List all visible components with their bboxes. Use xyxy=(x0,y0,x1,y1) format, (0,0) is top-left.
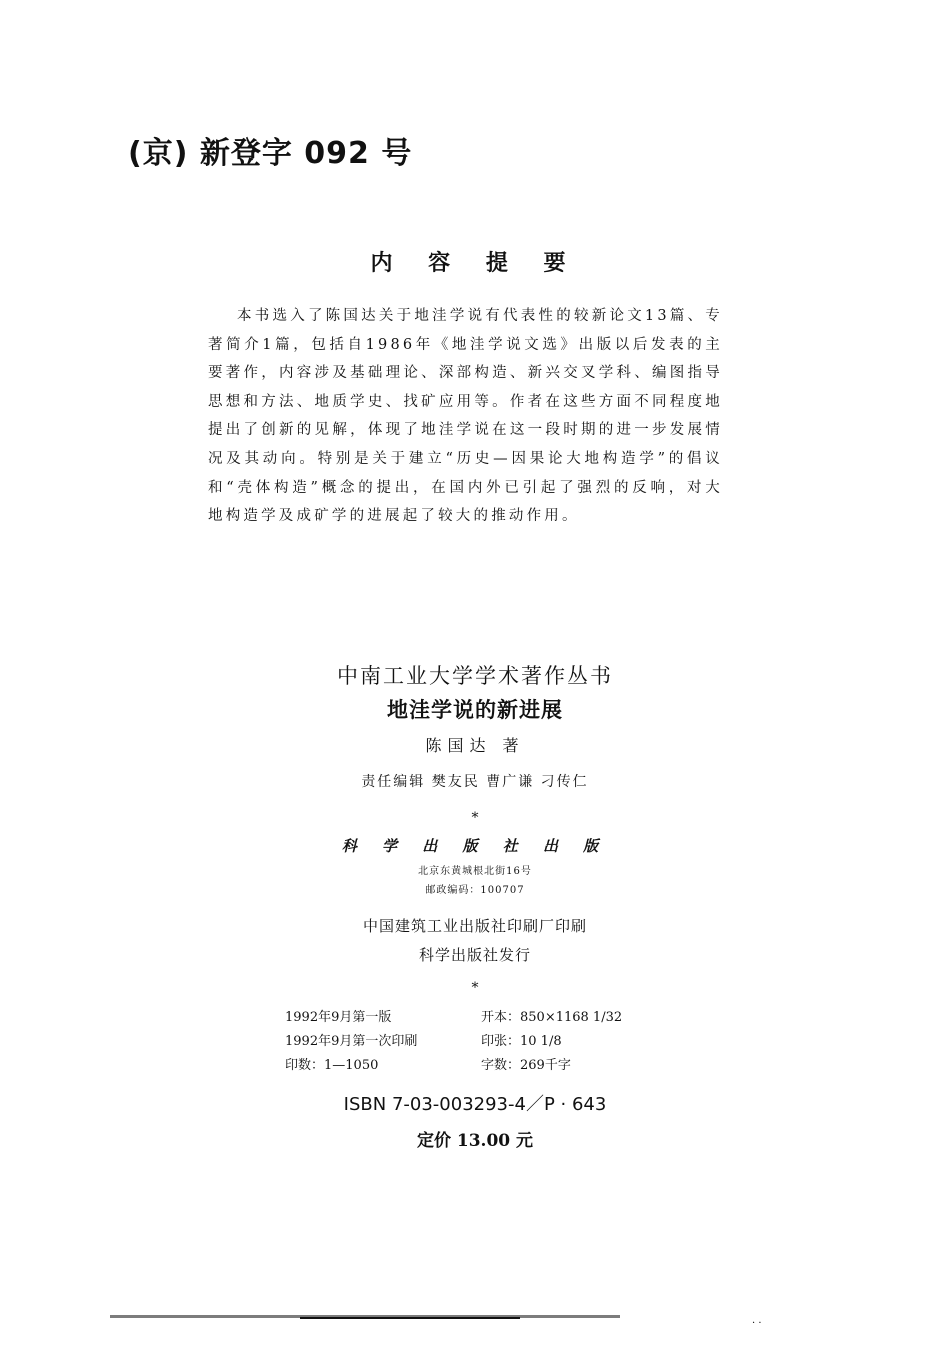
format-info: 开本：850×1168 1/32 xyxy=(481,1010,623,1025)
publisher-line: 科 学 出 版 社 出 版 xyxy=(341,837,609,855)
edition-info: 1992年9月第一版 xyxy=(285,1010,392,1025)
price-line: 定价 13.00 元 xyxy=(416,1131,534,1151)
registration-number: (京) 新登字 092 号 xyxy=(128,136,413,171)
separator-star: * xyxy=(471,980,479,996)
printer-line: 中国建筑工业出版社印刷厂印刷 xyxy=(362,917,587,935)
abstract-body: 本书选入了陈国达关于地洼学说有代表性的较新论文13篇、专著简介1篇，包括自1986年《地洼学说文选》出版以后发表的主要著作，内容涉及基础理论、深部构造、新兴交叉学科、编图指导思想和方法、地质学史、找矿应用等。作者在这些方面不同程度地提出了创新的见解，体现了地洼学说在这一段时期的进一步发展情况及其动向。特别是关于建立“历史—因果论大地构造学”的倡议和“壳体构造”概念的提出，在国内外已引起了强烈的反响，对大地构造学及成矿学的进展起了较大的推动作用。 xyxy=(208,308,723,525)
spec-row xyxy=(285,1006,622,1030)
distributor-line: 科学出版社发行 xyxy=(418,946,531,964)
print-run-info: 印数：1—1050 xyxy=(285,1058,379,1073)
isbn-line: ISBN 7-03-003293-4／P · 643 xyxy=(343,1094,607,1115)
separator-star: * xyxy=(471,810,479,826)
editors-line: 责任编辑 樊友民 曹广谦 刁传仁 xyxy=(361,774,589,790)
publication-specs xyxy=(285,1006,622,1078)
scan-artifact-line xyxy=(300,1317,520,1319)
book-title: 地洼学说的新进展 xyxy=(387,698,563,722)
spec-row xyxy=(285,1054,622,1078)
abstract-heading: 内 容 提 要 xyxy=(370,251,580,276)
word-count-info: 字数：269千字 xyxy=(481,1058,571,1073)
scan-artifact-dots: · · xyxy=(752,1318,762,1329)
publisher-postcode: 邮政编码：100707 xyxy=(425,885,525,896)
publisher-address: 北京东黄城根北街16号 xyxy=(418,866,532,877)
series-title: 中南工业大学学术著作丛书 xyxy=(337,664,613,688)
sheets-info: 印张：10 1/8 xyxy=(481,1034,562,1049)
spec-row xyxy=(285,1030,622,1054)
printing-info: 1992年9月第一次印刷 xyxy=(285,1034,418,1049)
author-line: 陈国达 著 xyxy=(425,736,525,755)
